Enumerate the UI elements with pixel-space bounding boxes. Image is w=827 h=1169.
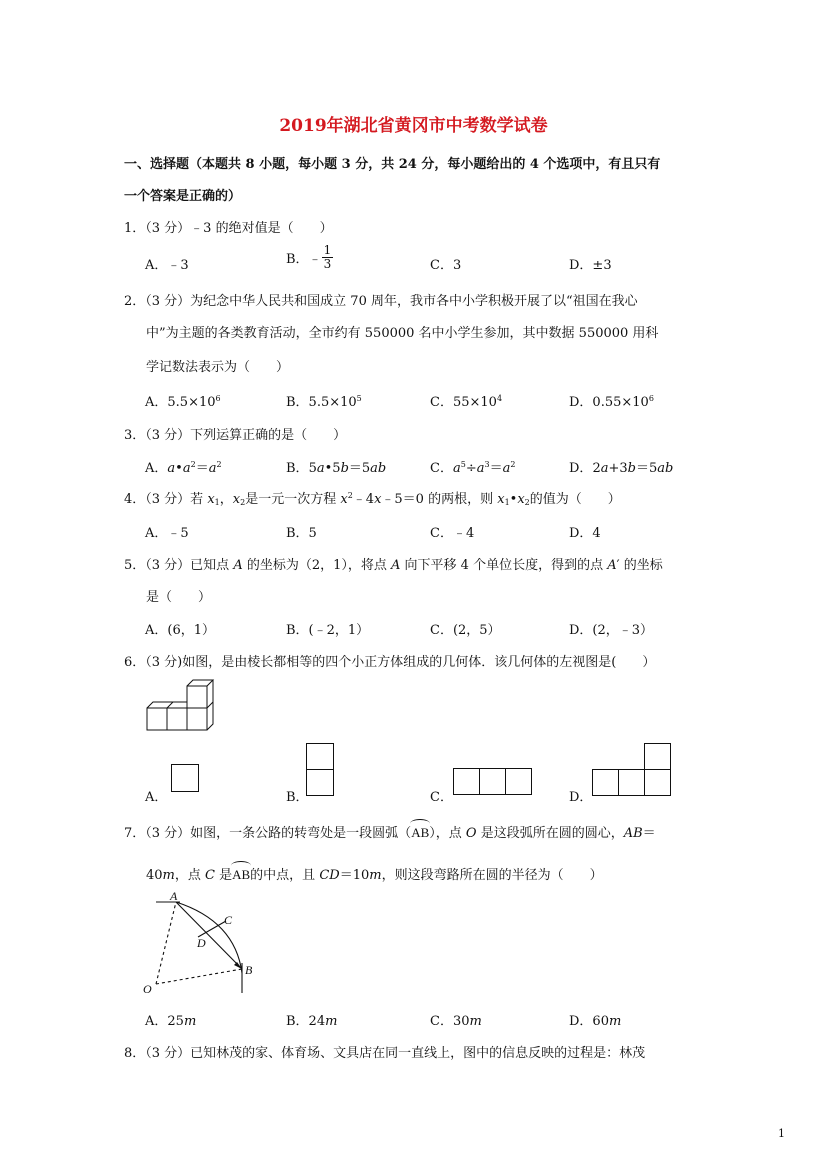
q3-b-t1: a — [316, 461, 325, 476]
q5-A1: A — [233, 558, 243, 573]
q6-option-d-label: D． — [569, 790, 593, 805]
q3-b-label: B． — [286, 461, 309, 476]
q4-p3: 是一元一次方程 — [245, 492, 341, 507]
q7-b-unit: m — [325, 1014, 338, 1029]
q4-x1: x — [207, 492, 215, 507]
q4-p1: 4．（3 分）若 — [124, 492, 208, 507]
q3-c-t3: a — [476, 461, 485, 476]
q2-option-b-exp: 5 — [356, 394, 362, 403]
q6-option-c-figure — [453, 768, 533, 798]
q1-option-c: C．3 — [430, 258, 462, 273]
q7-AB: AB — [623, 826, 643, 841]
q7-l2e: ＝10 — [339, 868, 370, 883]
q4-x1b-sub: 1 — [504, 498, 510, 507]
q3-d-t1: a — [600, 461, 609, 476]
q3-c-t1: 5 — [460, 460, 466, 469]
q3-a-t1: • — [175, 461, 183, 476]
q3-stem: 3．（3 分）下列运算正确的是（ ） — [124, 428, 347, 443]
q5-p3: 向下平移 4 个单位长度，得到的点 — [400, 558, 608, 573]
q6-option-c-label: C． — [430, 790, 453, 805]
q7-label-A: A — [170, 889, 178, 903]
q3-a-label: A． — [145, 461, 168, 476]
q2-option-d-text: D．0.55×10 — [569, 395, 649, 410]
q3-c-t7: 2 — [510, 460, 516, 469]
q3-c-t2: ÷ — [465, 461, 477, 476]
q7-arc-figure — [140, 889, 270, 998]
page-number: 1 — [778, 1127, 785, 1140]
q7-C: C — [205, 868, 215, 883]
q4-exp: 2 — [347, 491, 353, 500]
q5-option-a: A．(6，1） — [145, 623, 216, 638]
q2-option-d — [569, 391, 654, 410]
q7-label-O: O — [143, 982, 152, 996]
q2-option-a-exp: 6 — [215, 394, 221, 403]
q7-m2: m — [369, 868, 382, 883]
q3-option-b — [286, 457, 386, 476]
q7-stem-line2 — [146, 864, 603, 883]
q3-a-t6: 2 — [216, 460, 222, 469]
q2-option-a-text: A．5.5×10 — [145, 395, 216, 410]
q1-stem: 1．（3 分）﹣3 的绝对值是（ ） — [124, 221, 333, 236]
q3-b-t0: 5 — [308, 461, 317, 476]
q7-l2b: ，点 — [174, 868, 206, 883]
q4-x1-sub: 1 — [214, 498, 220, 507]
section-heading-line1: 一、选择题（本题共 8 小题，每小题 3 分，共 24 分，每小题给出的 4 个选项中，有且只有 — [124, 157, 661, 172]
q7-p1: 7．（3 分）如图，一条公路的转弯处是一段圆弧（ — [124, 826, 412, 841]
q4-option-c: C．﹣4 — [430, 526, 475, 541]
q2-option-c-exp: 4 — [496, 394, 503, 403]
q7-CD: CD — [319, 868, 340, 883]
q3-option-d — [569, 457, 673, 476]
q7-label-D: D — [197, 936, 206, 950]
q6-stem: 6．（3 分)如图，是由棱长都相等的四个小正方体组成的几何体．该几何体的左视图是( ） — [124, 655, 656, 670]
q4-x-sq: x — [340, 492, 348, 507]
q1-option-b-prefix: B．﹣ — [286, 252, 322, 267]
q2-line1: 2．（3 分）为纪念中华人民共和国成立 70 周年，我市各中小学积极开展了以“祖国在我心 — [124, 294, 638, 309]
q4-x2: x — [232, 492, 241, 507]
q7-m1: m — [162, 868, 175, 883]
q1-fraction — [322, 244, 334, 271]
q1-fraction-den: 3 — [323, 257, 332, 271]
q7-option-b — [286, 1010, 337, 1029]
q3-c-t4: 3 — [484, 460, 490, 469]
q2-option-d-exp: 6 — [648, 394, 654, 403]
q6-option-d-figure — [592, 743, 672, 799]
q5-A2: A — [391, 558, 401, 573]
q3-a-t3: 2 — [190, 460, 196, 469]
q4-stem — [124, 488, 621, 507]
q8-stem-line1: 8．（3 分）已知林茂的家、体育场、文具店在同一直线上，图中的信息反映的过程是：林茂 — [124, 1046, 646, 1061]
q5-option-d: D．(2，﹣3） — [569, 623, 654, 638]
q3-b-t3: b — [340, 461, 349, 476]
q2-option-c-text: C．55×10 — [430, 395, 497, 410]
q5-p1: 5．（3 分）已知点 — [124, 558, 234, 573]
q7-p3: 是这段弧所在圆的圆心， — [476, 826, 624, 841]
q3-b-t5: ab — [370, 461, 387, 476]
q1-option-b — [286, 244, 333, 271]
q7-option-c — [430, 1010, 482, 1029]
q7-label-C: C — [224, 913, 233, 927]
q7-d-text: D．60 — [569, 1014, 609, 1029]
q2-option-c — [430, 391, 502, 410]
q7-option-a — [145, 1010, 196, 1029]
q7-label-B: B — [245, 963, 253, 977]
q4-x2b: x — [517, 492, 525, 507]
q3-d-t3: b — [627, 461, 636, 476]
q7-stem-line1 — [124, 822, 656, 841]
q7-l2a: 40 — [146, 868, 163, 883]
q3-c-t0: a — [452, 461, 461, 476]
q7-c-text: C．30 — [430, 1014, 470, 1029]
q5-A3: A — [607, 558, 617, 573]
q7-d-unit: m — [608, 1014, 622, 1029]
q4-x-lin: x — [374, 492, 382, 507]
q3-a-t4: ＝ — [195, 461, 209, 476]
q3-d-t0: 2 — [592, 461, 601, 476]
q7-a-unit: m — [183, 1014, 197, 1029]
q7-l2d: 的中点，且 — [250, 868, 320, 883]
q7-arc-symbol: AB — [411, 825, 430, 840]
q6-option-a-label: A． — [145, 790, 168, 805]
q5-option-c: C．(2，5） — [430, 623, 501, 638]
q4-x2-sub: 2 — [240, 498, 246, 507]
section-heading-line2: 一个答案是正确的） — [124, 189, 242, 204]
q3-a-t5: a — [208, 461, 217, 476]
q7-p2: ），点 — [429, 826, 466, 841]
q7-option-d — [569, 1010, 621, 1029]
q7-O: O — [465, 826, 477, 841]
q3-c-t5: ＝ — [489, 461, 503, 476]
q3-c-t6: a — [502, 461, 511, 476]
page-title: 2019年湖北省黄冈市中考数学试卷 — [279, 116, 548, 136]
q4-p6: • — [509, 492, 518, 507]
q6-option-a-figure — [171, 764, 199, 794]
q6-option-b-figure — [306, 743, 334, 799]
q5-stem-line1 — [124, 554, 663, 573]
q2-option-b-text: B．5.5×10 — [286, 395, 357, 410]
q4-p2: ， — [219, 492, 233, 507]
q4-x2b-sub: 2 — [524, 498, 530, 507]
q4-p4: ﹣4 — [352, 492, 375, 507]
q4-option-a: A．﹣5 — [145, 526, 189, 541]
q4-option-d: D．4 — [569, 526, 601, 541]
q3-d-t2: +3 — [608, 461, 628, 476]
q4-option-b: B．5 — [286, 526, 317, 541]
q3-c-label: C． — [430, 461, 453, 476]
q7-a-text: A．25 — [145, 1014, 184, 1029]
q7-arc-symbol-2: AB — [232, 867, 251, 882]
q4-x1b: x — [497, 492, 505, 507]
q6-option-b-label: B． — [286, 790, 309, 805]
q2-line3: 学记数法表示为（ ） — [146, 360, 290, 375]
q3-option-a — [145, 457, 222, 476]
q3-d-label: D． — [569, 461, 593, 476]
q7-b-text: B．24 — [286, 1014, 326, 1029]
q5-p4: ′ 的坐标 — [616, 558, 663, 573]
q5-option-b: B．(﹣2，1） — [286, 623, 370, 638]
q5-stem-line2: 是（ ） — [146, 590, 212, 605]
q1-fraction-num: 1 — [323, 243, 332, 257]
q4-p5: ﹣5＝0 的两根，则 — [381, 492, 498, 507]
q4-p7: 的值为（ ） — [529, 492, 621, 507]
q7-l2f: ，则这段弯路所在圆的半径为（ ） — [381, 868, 603, 883]
q7-p4: ＝ — [642, 826, 656, 841]
q2-option-b — [286, 391, 362, 410]
q3-a-t2: a — [182, 461, 191, 476]
q7-l2c: 是 — [214, 868, 233, 883]
q1-option-a: A．﹣3 — [145, 258, 189, 273]
q3-b-t4: ＝5 — [348, 461, 371, 476]
q6-cube-figure — [140, 680, 220, 736]
q2-line2: 中”为主题的各类教育活动，全市约有 550000 名中小学生参加，其中数据 550000 用科 — [146, 326, 659, 341]
q3-d-t5: ab — [657, 461, 674, 476]
q2-option-a — [145, 391, 221, 410]
q5-p2: 的坐标为（2，1），将点 — [242, 558, 392, 573]
q7-c-unit: m — [469, 1014, 482, 1029]
q3-b-t2: •5 — [324, 461, 341, 476]
q3-a-t0: a — [167, 461, 176, 476]
q1-option-d: D．±3 — [569, 258, 612, 273]
q3-option-c — [430, 457, 515, 476]
q3-d-t4: ＝5 — [635, 461, 658, 476]
